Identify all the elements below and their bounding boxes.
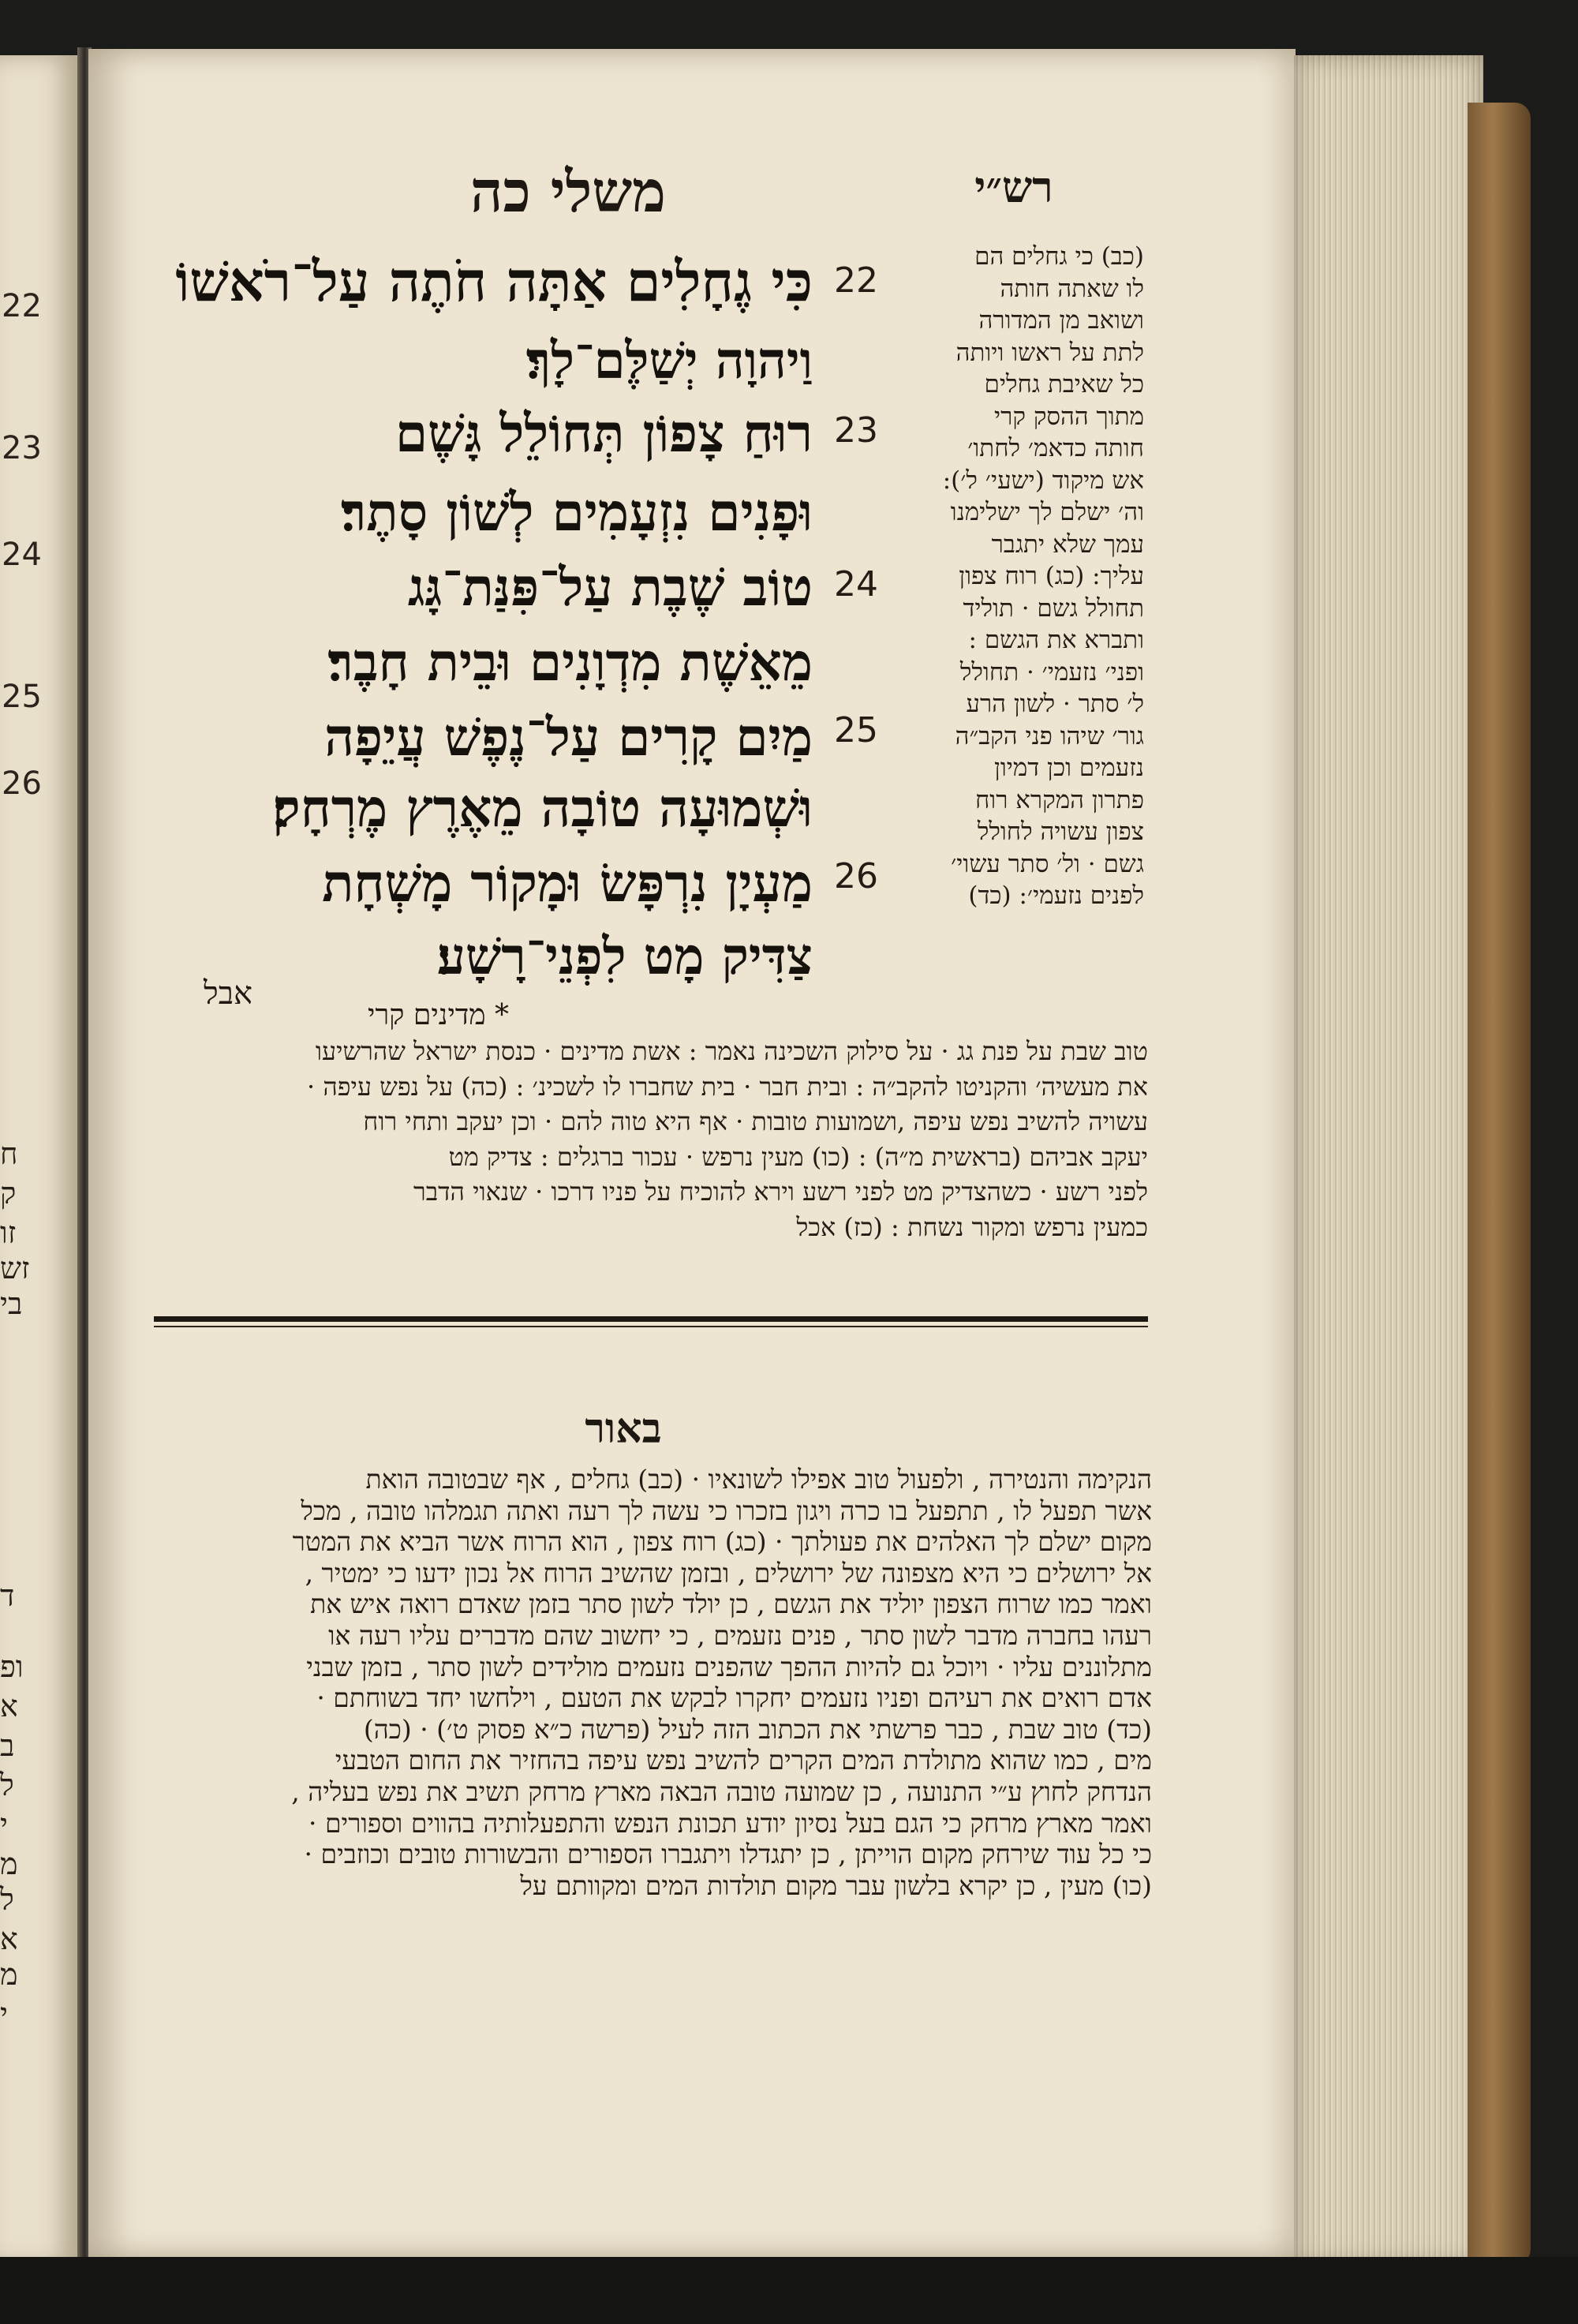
rashi-line: גור׳ שיהו פני הקב״ה: [955, 721, 1144, 750]
biur-line: ואמר מארץ מרחק כי הגם בעל נסיון יודע תכונת הנפש והתפעלותיה בהווים וספורים ·: [308, 1807, 1152, 1839]
rashi-line: ופני׳ נזעמי׳ · תחולל: [959, 657, 1144, 687]
verse-number: 24: [834, 564, 878, 604]
rashi-commentary-continuation: [146, 1034, 1148, 1244]
rashi-line: לתת על ראשו ויותה: [955, 338, 1144, 367]
rashi-line: טוב שבת על פנת גג · על סילוק השכינה נאמר : אשת מדינים · כנסת ישראל שהרשיעו: [315, 1036, 1148, 1066]
left-verse-number: 26: [2, 765, 42, 802]
rashi-line: אש מיקוד (ישעי׳ ל׳):: [942, 466, 1144, 495]
rashi-commentary-column: [892, 241, 1144, 912]
rashi-line: ל׳ סתר · לשון הרע: [966, 690, 1144, 718]
left-edge-letter: בי: [0, 1286, 23, 1321]
section-divider-thin: [154, 1326, 1148, 1327]
rashi-line: את מעשיה׳ והקניטו להקב״ה : ובית חבר · בית שחברו לו לשכינ׳ : (כה) על נפש עיפה ·: [306, 1071, 1148, 1102]
biur-line: כי כל עוד שירחק מקום הוייתן , כן יתגדלו ויתגברו הספורים והבשורות טובים וכוזבים ·: [304, 1839, 1152, 1870]
biur-commentary: [146, 1464, 1152, 1901]
verse-line: וּפָנִים נִזְעָמִים לְשׁוֹן סָתֶר׃: [340, 481, 813, 543]
rashi-line: חותה כדאמ׳ לחתו׳: [967, 434, 1144, 462]
verse-line: מַיִם קָרִים עַל־נֶפֶשׁ עֲיֵפָה: [324, 706, 813, 768]
rashi-line: ושואב מן המדורה: [978, 306, 1144, 335]
biur-line: אשר תפעל לו , תתפעל בו כרה ויגון בזכרו כי עשה לך רעה ואתה תגמלהו טובה , מכל: [301, 1495, 1152, 1526]
rashi-line: צפון עשויה לחולל: [977, 818, 1144, 846]
verse-line: וַיהוָה יְשַׁלֶּם־לָךְ׃: [525, 331, 813, 391]
verse-number: 26: [834, 856, 878, 896]
rashi-line: כמעין נרפש ומקור נשחת : (כז) אכל: [796, 1211, 1148, 1242]
book-cover-edge: [1468, 103, 1531, 2265]
running-title: משלי כה: [470, 158, 666, 225]
left-verse-number: 23: [2, 430, 42, 466]
kri-note: * מדינים קרי: [368, 999, 509, 1031]
verse-number: 23: [834, 410, 878, 451]
left-edge-letter: מ: [0, 1957, 18, 1992]
biur-line: הנדחק לחוץ ע״י התנועה , כן שמועה טובה הבאה מארץ מרחק תשיב את נפש בעליה ,: [291, 1776, 1152, 1807]
biur-line: אדם רואים את רעיהם ופניו נזעמים יחקרו לבקש את הטעם , וילחשו יחד בשוחתם ·: [316, 1682, 1152, 1714]
verse-line: כִּי גֶחָלִים אַתָּה חֹתֶה עַל־רֹאשׁוֹ: [175, 249, 813, 314]
rashi-line: לפני רשע · כשהצדיק מט לפני רשע וירא להוכיח על פניו דרכו · שנאוי הדבר: [413, 1177, 1148, 1207]
rashi-line: עליך: (כג) רוח צפון: [959, 562, 1144, 590]
left-edge-letter: א: [0, 1689, 18, 1723]
rashi-line: נזעמים וכן דמיון: [993, 754, 1144, 782]
left-page-fragment: [0, 55, 80, 2265]
left-verse-number: 24: [2, 537, 42, 573]
verse-line: טוֹב שֶׁבֶת עַל־פִּנַּת־גָּג: [407, 556, 813, 618]
rashi-line: ותברא את הגשם :: [968, 626, 1144, 654]
biur-line: אל ירושלים כי היא מצפונה של ירושלים , ובזמן שהשיב הרוח אל נכון ידעו כי ימטיר ,: [305, 1557, 1152, 1589]
rashi-line: יעקב אביהם (בראשית מ״ה) : (כו) מעין נרפש · עכור ברגלים : צדיק מט: [448, 1141, 1148, 1172]
biur-line: מקום ישלם לך האלהים את פעולתך · (כג) רוח צפון , הוא הרוח אשר הביא את המטר: [292, 1526, 1152, 1558]
left-edge-letter: ח: [0, 1136, 18, 1171]
verse-number: 22: [834, 260, 878, 301]
left-edge-letter: ב: [0, 1728, 15, 1763]
verse-line: וּשְׁמוּעָה טוֹבָה מֵאֶרֶץ מֶרְחָק׃: [272, 777, 813, 839]
rashi-line: לפנים נזעמי׳: (כד): [968, 881, 1144, 910]
left-verse-number: 22: [2, 288, 42, 324]
rashi-line: (כב) כי גחלים הם: [974, 242, 1144, 271]
rashi-line: לו שאתה חותה: [1000, 274, 1144, 303]
rashi-line: וה׳ ישלם לך ישלימנו: [950, 498, 1144, 526]
biur-line: הנקימה והנטירה , ולפעול טוב אפילו לשונאיו · (כב) גחלים , אף שבטובה הואת: [365, 1464, 1152, 1495]
biur-line: ואמר כמו שרוח הצפון יוליד את הגשם , כן יולד לשון סתר בזמן שאדם רואה איש את: [310, 1589, 1152, 1620]
verse-number: 25: [834, 710, 878, 750]
section-divider: [154, 1316, 1148, 1322]
verse-line: מַעְיָן נִרְפָּשׂ וּמָקוֹר מָשְׁחָת: [322, 852, 813, 914]
page-fore-edge: [1294, 55, 1483, 2265]
left-edge-letter: מ: [0, 1847, 18, 1881]
rashi-line: עשויה להשיב נפש עיפה ,ושמועות טובות · אף היא טוה להם · וכן יעקב ותחי רוח: [363, 1106, 1148, 1136]
commentary-label: רש״י: [974, 162, 1053, 212]
catchword: אבל: [204, 975, 252, 1012]
biur-line: רעהו בחברה מדבר לשון סתר , פנים נזעמים , כי יחשוב שהם מדברים עליו רעה או: [328, 1619, 1152, 1651]
rashi-line: תחולל גשם · תוליד: [963, 593, 1144, 623]
verse-line: מֵאֵשֶׁת מִדְוָנִים וּבֵית חָבֶר׃: [327, 631, 813, 693]
verse-line: רוּחַ צָפוֹן תְּחוֹלֵל גָּשֶׁם: [394, 402, 813, 464]
verse-line: צַדִּיק מָט לִפְנֵי־רָשָׁע׃: [436, 927, 813, 986]
rashi-line: גשם · ול׳ סתר עשוי׳: [951, 849, 1144, 878]
left-edge-letter: ק: [0, 1176, 17, 1211]
left-edge-letter: ד: [0, 1578, 15, 1613]
rashi-line: כל שאיבת גחלים: [984, 370, 1144, 399]
left-edge-letter: זו: [0, 1215, 17, 1250]
rashi-line: מתוך ההסק קרי: [994, 402, 1144, 431]
left-edge-letter: י: [0, 1807, 8, 1842]
left-edge-letter: ל: [0, 1882, 14, 1917]
left-edge-letter: זש: [0, 1251, 30, 1285]
rashi-line: פתרון המקרא רוח: [974, 785, 1144, 814]
background-shadow: [0, 2257, 1578, 2324]
biur-line: (כד) טוב שבת , כבר פרשתי את הכתוב הזה לעיל (פרשה כ״א פסוק ט׳) · (כה): [363, 1713, 1152, 1745]
left-edge-letter: ופ: [0, 1649, 24, 1684]
left-edge-letter: ל: [0, 1768, 14, 1802]
biur-heading: באור: [585, 1405, 662, 1453]
left-edge-letter: א: [0, 1922, 18, 1956]
left-verse-number: 25: [2, 679, 42, 715]
biur-line: מתלוננים עליו · ויוכל גם להיות ההפך שהפנים נזעמים מולידים לשון סתר , בזמן שבני: [306, 1651, 1152, 1682]
left-edge-letter: י: [0, 1997, 8, 2031]
rashi-line: עמך שלא יתגבר: [991, 530, 1144, 559]
biur-line: מים , כמו שהוא מתולדת המים הקרים להשיב נפש עיפה בהחזיר את החום הטבעי: [335, 1745, 1152, 1776]
biur-line: (כו) מעין , כן יקרא בלשון עבר מקום תולדות המים ומקוותם על: [520, 1869, 1152, 1901]
